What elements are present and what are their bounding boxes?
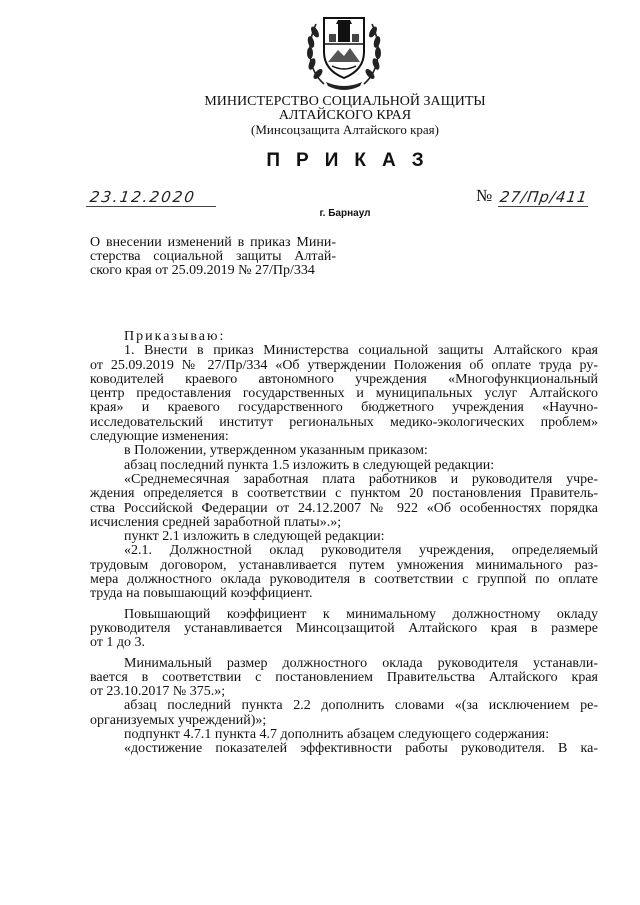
body-line: абзац последний пункта 2.2 дополнить словами «(за исключением ре- [124, 698, 598, 714]
body-line: подпункт 4.7.1 пункта 4.7 дополнить абзацем следующего содержания: [124, 727, 550, 743]
body-line: «достижение показателей эффективности работы руководителя. В ка- [124, 741, 598, 757]
body-line: абзац последний пункта 1.5 изложить в следующей редакции: [124, 457, 495, 473]
body-line: труда на повышающий коэффициент. [90, 586, 313, 602]
body-line: Повышающий коэффициент к минимальному должностному окладу [124, 606, 598, 622]
body-line: от 25.09.2019 № 27/Пр/334 «Об утверждении Положения об оплате труда ру- [90, 357, 598, 373]
number-underline [498, 206, 588, 207]
subject-line: ского края от 25.09.2019 № 27/Пр/334 [90, 263, 315, 278]
body-line: в Положении, утвержденном указанным приказом: [124, 443, 428, 459]
body-line: мера должностного оклада руководителя в соответствии с группой по оплате [90, 572, 598, 588]
ministry-name-line2: АЛТАЙСКОГО КРАЯ [278, 108, 412, 123]
body-line: ководителей краевого автономного учреждения «Многофункциональный [90, 371, 598, 387]
order-subject [90, 236, 336, 278]
body-line: от 23.10.2017 № 375.»; [90, 684, 226, 700]
body-line: исследовательский институт региональных медико-экологических проблем» [90, 414, 598, 430]
ministry-short-name: (Минсоцзащита Алтайского края) [251, 122, 439, 137]
subject-line: О внесении изменений в приказ Мини- [90, 235, 336, 250]
body-line: вается в соответствии с постановлением Правительства Алтайского края [90, 669, 598, 685]
body-line: ждения определяется в соответствии с пунктом 20 постановления Правитель- [90, 486, 598, 502]
body-line: организуемых учреждений)»; [90, 712, 267, 728]
order-date: 23.12.2020 [88, 188, 198, 206]
body-line: от 1 до 3. [90, 635, 146, 651]
body-line: «Среднемесячная заработная плата работников и руководителя учре- [124, 471, 598, 487]
body-line: 1. Внести в приказ Министерства социальной защиты Алтайского края [124, 343, 598, 359]
subject-line: стерства социальной защиты Алтай- [90, 249, 336, 264]
body-line: края» и краевого государственного бюджетного учреждения «Научно- [90, 400, 598, 416]
body-line: руководителя устанавливается Минсоцзащитой Алтайского края в размере [90, 620, 598, 636]
order-directive: Приказываю: [124, 329, 226, 344]
order-number: 27/Пр/411 [498, 188, 589, 206]
body-line: «2.1. Должностной оклад руководителя учреждения, определяемый [124, 543, 598, 559]
number-sign: № [476, 186, 493, 205]
body-line: пункт 2.1 изложить в следующей редакции: [124, 529, 385, 545]
body-line: исчисления средней заработной платы».»; [90, 514, 342, 530]
body-line: Минимальный размер должностного оклада руководителя устанавли- [124, 655, 598, 671]
body-line: трудовым договором, устанавливается путем умножения минимального раз- [90, 557, 598, 573]
order-body [90, 330, 598, 757]
issue-city: г. Барнаул [319, 208, 371, 219]
coat-of-arms-emblem [302, 6, 386, 92]
body-line: центр предоставления государственных и муниципальных услуг Алтайского [90, 386, 598, 402]
date-underline [86, 206, 216, 207]
body-line: следующие изменения: [90, 429, 229, 445]
ministry-name-line1: МИНИСТЕРСТВО СОЦИАЛЬНОЙ ЗАЩИТЫ [204, 94, 486, 109]
document-type-title: ПРИКАЗ [266, 150, 440, 171]
body-line: ства Российской Федерации от 24.12.2007 № 922 «Об особенностях порядка [90, 500, 598, 516]
